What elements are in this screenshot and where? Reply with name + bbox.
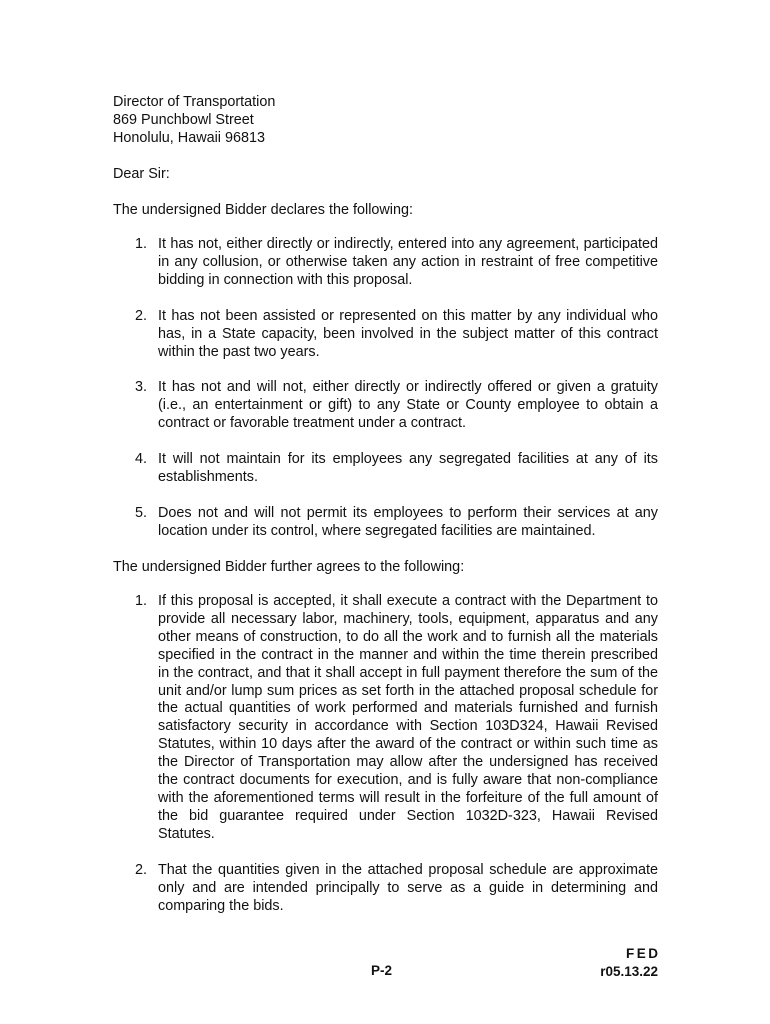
list-item xyxy=(113,379,658,433)
declarations-list xyxy=(113,236,658,559)
list-item-number: 3. xyxy=(135,379,148,396)
footer-code-block xyxy=(600,945,661,981)
list-item-text: That the quantities given in the attached proposal schedule are approximate only and are intended principally to serve as a guide in determining and comparing the bids. xyxy=(158,861,658,914)
list-item-number: 5. xyxy=(135,504,148,521)
list-item-number: 2. xyxy=(135,307,148,324)
form-code: FED xyxy=(626,946,661,961)
list-item-text: It has not been assisted or represented on this matter by any individual who has, in a State capacity, been involved in the subject matter of this contract within the past two years. xyxy=(158,307,658,360)
list-item xyxy=(113,236,658,290)
list-item-number: 1. xyxy=(135,236,148,252)
declarations-intro: The undersigned Bidder declares the following: xyxy=(113,202,413,218)
list-item-text: It will not maintain for its employees any segregated facilities at any of its establishments. xyxy=(158,451,658,486)
agreements-intro: The undersigned Bidder further agrees to the following: xyxy=(113,559,465,575)
agreements-list xyxy=(113,593,658,933)
list-item xyxy=(113,308,658,362)
page-number: P-2 xyxy=(371,963,393,978)
address-line-2: 869 Punchbowl Street xyxy=(113,112,254,128)
address-line-1: Director of Transportation xyxy=(113,94,276,110)
list-item-number: 1. xyxy=(135,593,148,609)
list-item-text: If this proposal is accepted, it shall execute a contract with the Department to provide all necessary labor, machinery, tools, equipment, apparatus and any other means of construction, to do all the work and to furnish all the materials specified in the contract in the manner and within the time therein prescribed in the contract, and that it shall accept in full payment therefore the sum of the unit and/or lump sum prices as set forth in the attached proposal schedule for the actual quantities of work performed and materials furnished and furnish satisfactory security in accordance with Section 103D324, Hawaii Revised Statutes, within 10 days after the award of the contract or within such time as the Director of Transportation may allow after the undersigned has received the contract documents for execution, and is fully aware that non-compliance with the aforementioned terms will result in the forfeiture of the full amount of the bid guarantee required under Section 1032D-323, Hawaii Revised Statutes. xyxy=(158,593,658,842)
address-line-3: Honolulu, Hawaii 96813 xyxy=(113,130,266,146)
list-item-text: Does not and will not permit its employees to perform their services at any location under its control, where segregated facilities are maintained. xyxy=(158,504,658,539)
list-item xyxy=(113,505,658,541)
list-item-text: It has not, either directly or indirectly, entered into any agreement, participated in any collusion, or otherwise taken any action in restraint of free competitive bidding in connection with this proposal. xyxy=(158,236,658,288)
list-item-text: It has not and will not, either directly or indirectly offered or given a gratuity (i.e., an entertainment or gift) to any State or County employee to obtain a contract or favorable treatment under a contract. xyxy=(158,379,658,432)
list-item xyxy=(113,593,658,844)
recipient-address xyxy=(113,93,275,147)
list-item-number: 4. xyxy=(135,451,148,468)
salutation: Dear Sir: xyxy=(113,166,170,182)
list-item-number: 2. xyxy=(135,861,148,878)
list-item xyxy=(113,451,658,487)
revision-code: r05.13.22 xyxy=(600,964,658,979)
list-item xyxy=(113,862,658,916)
